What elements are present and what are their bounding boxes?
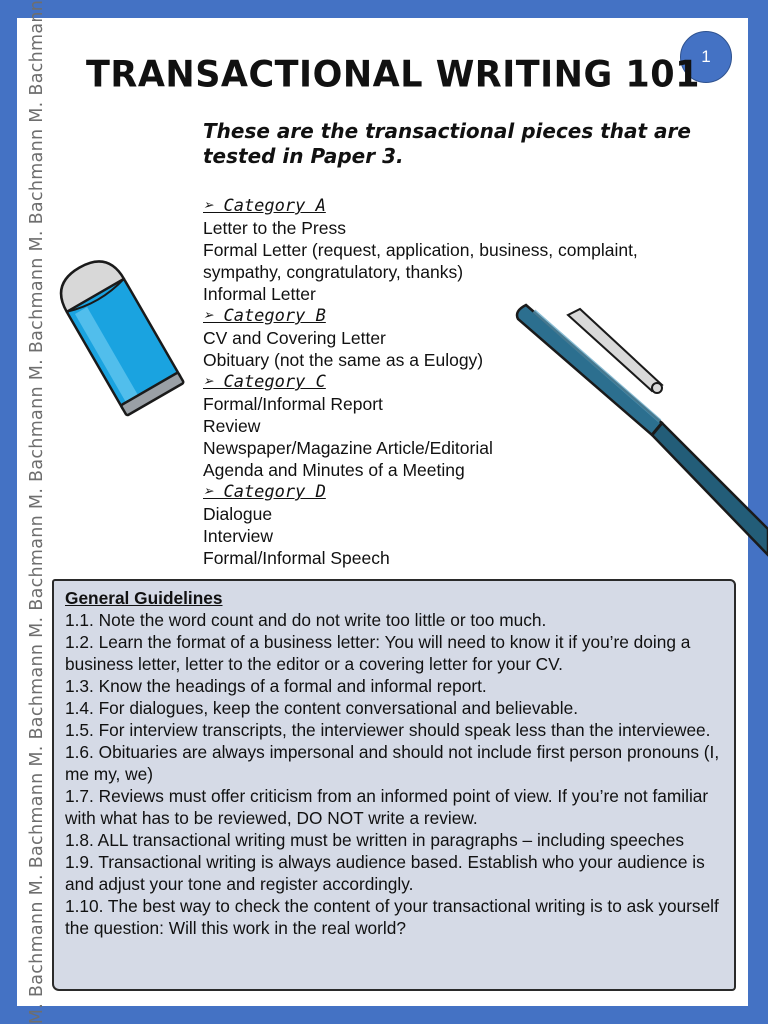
guideline-item: 1.10. The best way to check the content of your transactional writing is to ask yourself the question: Will this work in the real world? [65,896,719,938]
list-item: Agenda and Minutes of a Meeting [203,460,465,480]
pen-illustration [512,293,768,565]
list-item: Formal/Informal Report [203,394,383,414]
guideline-item: 1.5. For interview transcripts, the interviewer should speak less than the interviewee. [65,720,711,740]
guideline-item: 1.4. For dialogues, keep the content conversational and believable. [65,698,579,718]
guideline-item: 1.9. Transactional writing is always audience based. Establish who your audience is and adjust your tone and register accordingly. [65,852,705,894]
list-item: Newspaper/Magazine Article/Editorial [203,438,493,458]
list-item: Obituary (not the same as a Eulogy) [203,350,484,370]
watermark-sidebar [17,0,57,1024]
list-item: Review [203,416,261,436]
watermark-text: M. Bachmann M. Bachmann M. Bachmann M. Bachmann M. Bachmann M. Bachmann M. Bachmann M. Bachmann [27,0,47,1024]
list-item: Informal Letter [203,284,316,304]
list-item: CV and Covering Letter [203,328,386,348]
category-heading: ➢ Category B [203,306,326,326]
list-item: Interview [203,526,274,546]
category-heading: ➢ Category C [203,372,326,392]
page-number-badge: 1 [680,31,732,83]
guideline-item: 1.3. Know the headings of a formal and informal report. [65,676,487,696]
guideline-item: 1.1. Note the word count and do not write too little or too much. [65,610,547,630]
page-title: TRANSACTIONAL WRITING 101 [86,54,700,96]
category-heading: ➢ Category D [203,482,326,502]
subtitle: These are the transactional pieces that are tested in Paper 3. [203,119,691,168]
eraser-illustration [40,245,200,435]
guidelines-heading: General Guidelines [65,588,223,608]
guideline-item: 1.6. Obituaries are always impersonal and should not include first person pronouns (I, me my, we) [65,742,720,784]
category-heading: ➢ Category A [203,196,326,216]
guideline-item: 1.7. Reviews must offer criticism from an informed point of view. If you’re not familiar with what has to be reviewed, DO NOT write a review. [65,786,709,828]
general-guidelines-box [52,579,736,991]
category-a [203,195,643,305]
list-item: Formal/Informal Speech [203,548,390,568]
list-item: Dialogue [203,504,273,524]
guideline-item: 1.2. Learn the format of a business letter: You will need to know it if you’re doing a business letter, letter to the editor or a covering letter for your CV. [65,632,691,674]
list-item: Letter to the Press [203,218,346,238]
list-item: Formal Letter (request, application, business, complaint, sympathy, congratulatory, thanks) [203,240,638,282]
guideline-item: 1.8. ALL transactional writing must be written in paragraphs – including speeches [65,830,684,850]
